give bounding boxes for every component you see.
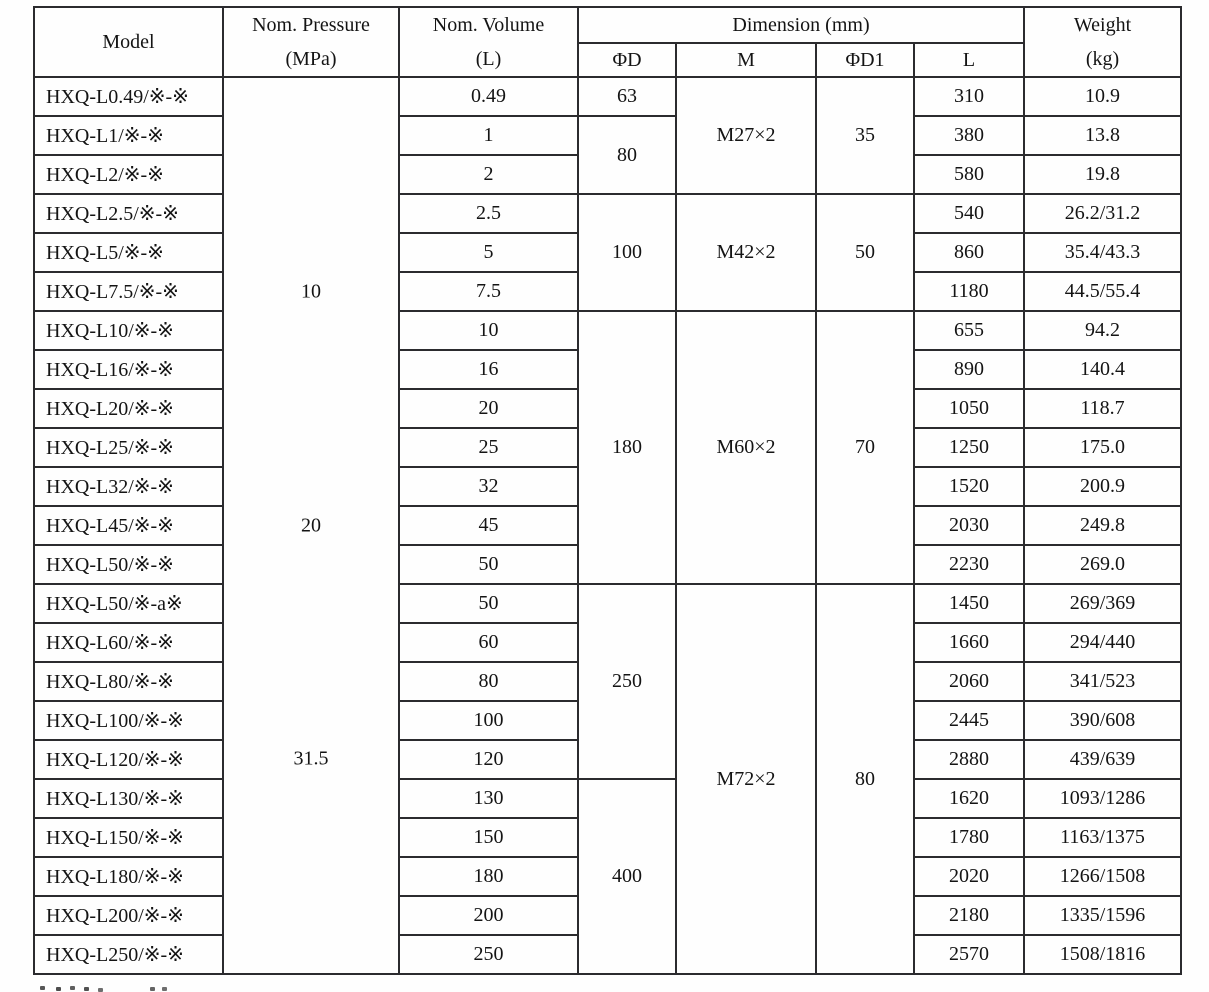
cell-length: 2445 bbox=[914, 701, 1024, 740]
cell-volume: 0.49 bbox=[399, 77, 578, 116]
cell-model: HXQ-L120/※-※ bbox=[34, 740, 223, 779]
cell-weight: 269.0 bbox=[1024, 545, 1181, 584]
cell-weight: 249.8 bbox=[1024, 506, 1181, 545]
cell-model: HXQ-L80/※-※ bbox=[34, 662, 223, 701]
cell-weight: 1163/1375 bbox=[1024, 818, 1181, 857]
cell-weight: 26.2/31.2 bbox=[1024, 194, 1181, 233]
cell-length: 1520 bbox=[914, 467, 1024, 506]
cell-length: 1180 bbox=[914, 272, 1024, 311]
cell-phi-d1: 80 bbox=[816, 584, 914, 974]
cell-length: 2180 bbox=[914, 896, 1024, 935]
cell-weight: 1093/1286 bbox=[1024, 779, 1181, 818]
cell-volume: 20 bbox=[399, 389, 578, 428]
cell-model: HXQ-L60/※-※ bbox=[34, 623, 223, 662]
cell-volume: 150 bbox=[399, 818, 578, 857]
cell-thread-m: M42×2 bbox=[676, 194, 816, 311]
cell-model: HXQ-L130/※-※ bbox=[34, 779, 223, 818]
cell-phi-d: 63 bbox=[578, 77, 676, 116]
cell-model: HXQ-L32/※-※ bbox=[34, 467, 223, 506]
cell-volume: 1 bbox=[399, 116, 578, 155]
table-row bbox=[34, 77, 1181, 116]
cell-length: 1250 bbox=[914, 428, 1024, 467]
cell-volume: 200 bbox=[399, 896, 578, 935]
cell-model: HXQ-L2/※-※ bbox=[34, 155, 223, 194]
cell-volume: 45 bbox=[399, 506, 578, 545]
pressure-value-20: 20 bbox=[301, 514, 321, 536]
cell-phi-d: 80 bbox=[578, 116, 676, 194]
cell-length: 2570 bbox=[914, 935, 1024, 974]
cell-volume: 80 bbox=[399, 662, 578, 701]
header-weight-line2: (kg) bbox=[1085, 48, 1120, 70]
cell-length: 1780 bbox=[914, 818, 1024, 857]
cell-weight: 439/639 bbox=[1024, 740, 1181, 779]
cell-length: 2230 bbox=[914, 545, 1024, 584]
header-model: Model bbox=[34, 7, 223, 77]
header-pressure-line2: (MPa) bbox=[285, 48, 337, 70]
cell-weight: 390/608 bbox=[1024, 701, 1181, 740]
header-thread-m: M bbox=[676, 43, 816, 77]
cell-model: HXQ-L50/※-※ bbox=[34, 545, 223, 584]
cell-length: 1620 bbox=[914, 779, 1024, 818]
cell-thread-m: M27×2 bbox=[676, 77, 816, 194]
cell-model: HXQ-L25/※-※ bbox=[34, 428, 223, 467]
header-weight bbox=[1024, 7, 1181, 77]
cell-weight: 94.2 bbox=[1024, 311, 1181, 350]
cell-phi-d: 100 bbox=[578, 194, 676, 311]
cell-volume: 7.5 bbox=[399, 272, 578, 311]
table-row bbox=[34, 194, 1181, 233]
cell-length: 655 bbox=[914, 311, 1024, 350]
cell-pressure-group bbox=[223, 77, 399, 974]
cell-model: HXQ-L20/※-※ bbox=[34, 389, 223, 428]
cell-weight: 13.8 bbox=[1024, 116, 1181, 155]
cell-volume: 130 bbox=[399, 779, 578, 818]
cell-length: 2020 bbox=[914, 857, 1024, 896]
cell-volume: 32 bbox=[399, 467, 578, 506]
cell-volume: 5 bbox=[399, 233, 578, 272]
cell-model: HXQ-L50/※-a※ bbox=[34, 584, 223, 623]
cell-weight: 294/440 bbox=[1024, 623, 1181, 662]
cell-weight: 1335/1596 bbox=[1024, 896, 1181, 935]
cell-weight: 269/369 bbox=[1024, 584, 1181, 623]
cell-length: 380 bbox=[914, 116, 1024, 155]
cell-length: 1660 bbox=[914, 623, 1024, 662]
cell-weight: 44.5/55.4 bbox=[1024, 272, 1181, 311]
cell-weight: 10.9 bbox=[1024, 77, 1181, 116]
cell-phi-d1: 70 bbox=[816, 311, 914, 584]
cell-model: HXQ-L180/※-※ bbox=[34, 857, 223, 896]
header-phi-d1: ΦD1 bbox=[816, 43, 914, 77]
cell-model: HXQ-L0.49/※-※ bbox=[34, 77, 223, 116]
header-volume-line1: Nom. Volume bbox=[432, 14, 545, 36]
cell-phi-d: 180 bbox=[578, 311, 676, 584]
header-phi-d: ΦD bbox=[578, 43, 676, 77]
pressure-value-10: 10 bbox=[301, 280, 321, 303]
cell-model: HXQ-L45/※-※ bbox=[34, 506, 223, 545]
header-pressure bbox=[223, 7, 399, 77]
cell-volume: 2 bbox=[399, 155, 578, 194]
cell-volume: 60 bbox=[399, 623, 578, 662]
cell-length: 540 bbox=[914, 194, 1024, 233]
cell-model: HXQ-L1/※-※ bbox=[34, 116, 223, 155]
cell-phi-d: 400 bbox=[578, 779, 676, 974]
pressure-value-31-5: 31.5 bbox=[293, 747, 329, 770]
table-row bbox=[34, 779, 1181, 818]
header-row-1 bbox=[34, 7, 1181, 43]
cell-model: HXQ-L250/※-※ bbox=[34, 935, 223, 974]
cell-weight: 341/523 bbox=[1024, 662, 1181, 701]
cell-thread-m: M60×2 bbox=[676, 311, 816, 584]
cell-model: HXQ-L10/※-※ bbox=[34, 311, 223, 350]
cell-phi-d1: 35 bbox=[816, 77, 914, 194]
cell-length: 2880 bbox=[914, 740, 1024, 779]
cell-length: 310 bbox=[914, 77, 1024, 116]
cell-weight: 118.7 bbox=[1024, 389, 1181, 428]
cell-weight: 200.9 bbox=[1024, 467, 1181, 506]
cutoff-text-fragment bbox=[40, 986, 45, 990]
cell-length: 2060 bbox=[914, 662, 1024, 701]
cell-model: HXQ-L2.5/※-※ bbox=[34, 194, 223, 233]
cell-volume: 10 bbox=[399, 311, 578, 350]
cell-length: 1450 bbox=[914, 584, 1024, 623]
cell-volume: 180 bbox=[399, 857, 578, 896]
cell-volume: 50 bbox=[399, 584, 578, 623]
header-length-l: L bbox=[914, 43, 1024, 77]
cell-model: HXQ-L100/※-※ bbox=[34, 701, 223, 740]
cell-model: HXQ-L7.5/※-※ bbox=[34, 272, 223, 311]
cell-phi-d1: 50 bbox=[816, 194, 914, 311]
spec-table bbox=[33, 6, 1182, 975]
header-dimension: Dimension (mm) bbox=[578, 7, 1024, 43]
cell-volume: 50 bbox=[399, 545, 578, 584]
cell-weight: 1508/1816 bbox=[1024, 935, 1181, 974]
cell-length: 860 bbox=[914, 233, 1024, 272]
header-volume bbox=[399, 7, 578, 77]
cell-weight: 1266/1508 bbox=[1024, 857, 1181, 896]
table-row bbox=[34, 584, 1181, 623]
cell-length: 890 bbox=[914, 350, 1024, 389]
cell-weight: 35.4/43.3 bbox=[1024, 233, 1181, 272]
cell-length: 1050 bbox=[914, 389, 1024, 428]
cell-length: 580 bbox=[914, 155, 1024, 194]
cell-model: HXQ-L5/※-※ bbox=[34, 233, 223, 272]
header-volume-line2: (L) bbox=[475, 48, 502, 70]
cell-volume: 120 bbox=[399, 740, 578, 779]
cell-volume: 16 bbox=[399, 350, 578, 389]
cell-volume: 250 bbox=[399, 935, 578, 974]
cell-volume: 100 bbox=[399, 701, 578, 740]
table-row bbox=[34, 311, 1181, 350]
cell-model: HXQ-L16/※-※ bbox=[34, 350, 223, 389]
cell-weight: 140.4 bbox=[1024, 350, 1181, 389]
header-weight-line1: Weight bbox=[1073, 14, 1132, 36]
header-pressure-line1: Nom. Pressure bbox=[252, 14, 370, 36]
cell-thread-m: M72×2 bbox=[676, 584, 816, 974]
cell-phi-d: 250 bbox=[578, 584, 676, 779]
table-row bbox=[34, 116, 1181, 155]
cell-weight: 19.8 bbox=[1024, 155, 1181, 194]
cell-length: 2030 bbox=[914, 506, 1024, 545]
cell-weight: 175.0 bbox=[1024, 428, 1181, 467]
cell-model: HXQ-L200/※-※ bbox=[34, 896, 223, 935]
cell-volume: 2.5 bbox=[399, 194, 578, 233]
cell-volume: 25 bbox=[399, 428, 578, 467]
cell-model: HXQ-L150/※-※ bbox=[34, 818, 223, 857]
